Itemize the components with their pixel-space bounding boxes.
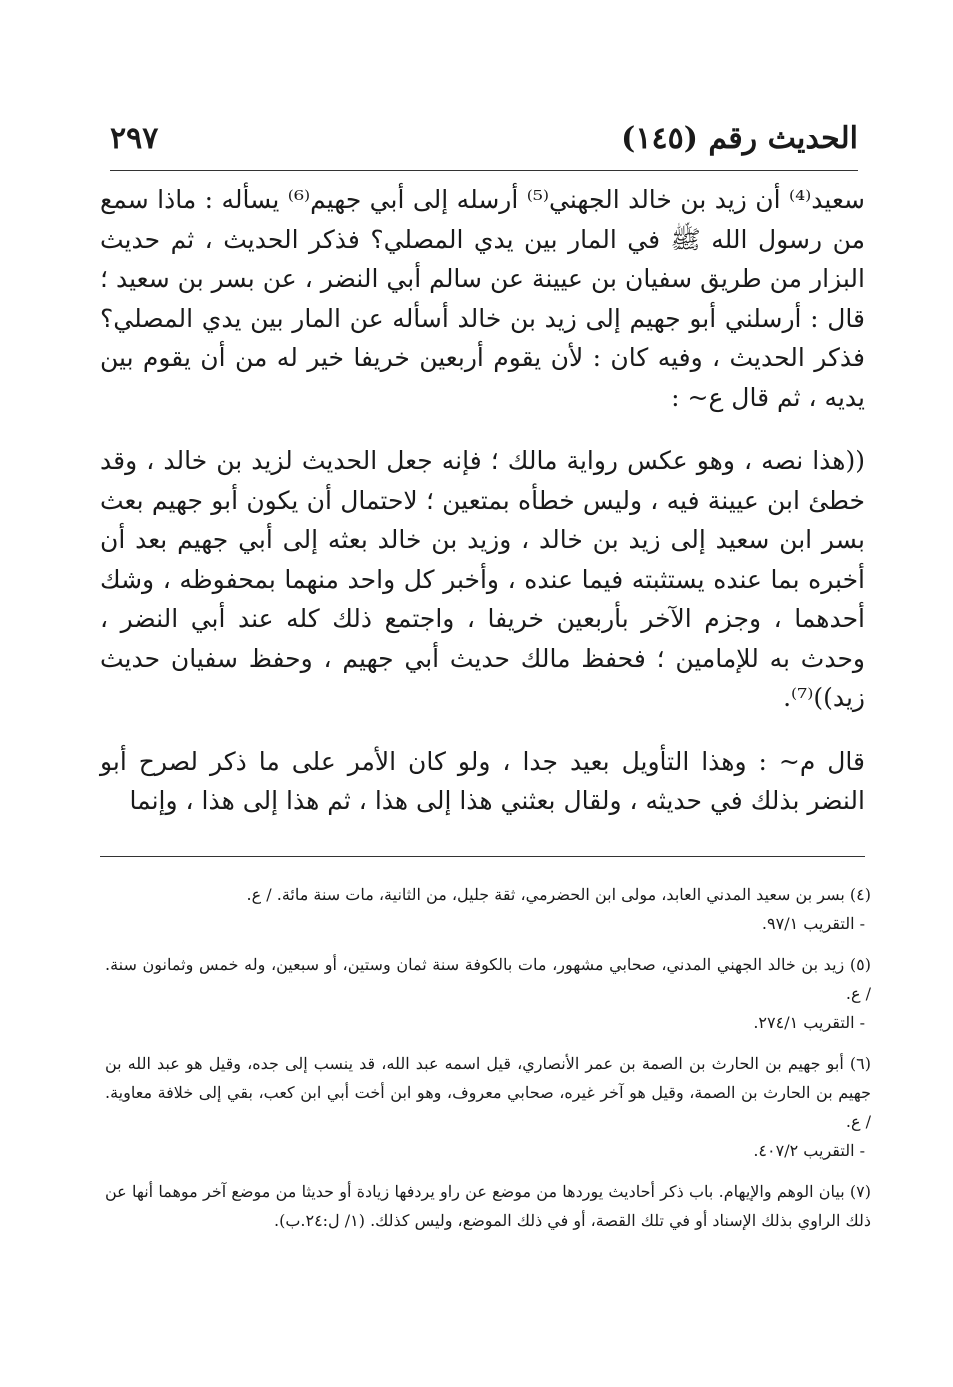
header-rule xyxy=(110,170,858,171)
footnote-reference: - التقريب ٢٧٤/١. xyxy=(753,1013,865,1032)
footnote-reference: - التقريب ٤٠٧/٢. xyxy=(753,1141,865,1160)
footnote xyxy=(105,880,871,938)
running-title: الحديث رقم (١٤٥) xyxy=(621,120,858,156)
footnote-text: (٦) أبو جهيم بن الحارث بن الصمة بن عمر الأنصاري، قيل اسمه عبد الله، قد ينسب إلى جده، وقيل هو عبد الله بن جهيم بن الحارث بن الصمة، وقيل هو آخر غيره، صحابي معروف، وهو ابن أخت أبي ابن كعب، بقي إلى خلافة معاوية. / ع. xyxy=(105,1054,871,1131)
footnote-text: (٤) بسر بن سعيد المدني العابد، مولى ابن الحضرمي، ثقة جليل، من الثانية، مات سنة مائة. / ع. xyxy=(246,885,871,904)
paragraph: سعيد⁽⁴⁾ أن زيد بن خالد الجهني⁽⁵⁾ أرسله إلى أبي جهيم⁽⁶⁾ يسأله : ماذا سمع من رسول الله ﷺ في المار بين يدي المصلي؟ فذكر الحديث ، ثم حديث البزار من طريق سفيان بن عيينة عن سالم أبي النضر ، عن بسر بن سعيد ؛ قال : أرسلني أبو جهيم إلى زيد بن خالد أسأله عن المار بين يدي المصلي؟ فذكر الحديث ، وفيه كان : لأن يقوم أربعين خريفا خير له من أن يقوم بين يديه ، ثم قال ع~ : xyxy=(100,185,865,412)
footnote xyxy=(105,1177,871,1235)
footnote-separator xyxy=(100,856,865,857)
page-number: ٢٩٧ xyxy=(110,120,159,156)
footnote-text: (٧) بيان الوهم والإيهام. باب ذكر أحاديث يوردها من موضع عن راو يردفها زيادة أو حديثا من موضع آخر موهما أنها عن ذلك الراوي بذلك الإسناد أو في تلك القصة، أو في ذلك الموضع، وليس كذلك. (١/ ل:٢٤.ب). xyxy=(105,1182,871,1230)
page-header xyxy=(110,110,858,166)
paragraph: ((هذا نصه ، وهو عكس رواية مالك ؛ فإنه جعل الحديث لزيد بن خالد ، وقد خطئ ابن عيينة فيه ، وليس خطأه بمتعين ؛ لاحتمال أن يكون أبو جهيم بعث بسر ابن سعيد إلى زيد بن خالد ، وزيد بن خالد بعثه إلى أبي جهيم بعد أن أخبره بما عنده يستثبته فيما عنده ، وأخبر كل واحد منهما بمحفوظه ، وشك أحدهما ، وجزم الآخر بأربعين خريفا ، واجتمع ذلك كله عند أبي النضر ، وحدث به للإمامين ؛ فحفظ مالك حديث أبي جهيم ، وحفظ سفيان حديث زيد))⁽⁷⁾. xyxy=(100,446,865,712)
paragraph: قال م~ : وهذا التأويل بعيد جدا ، ولو كان الأمر على ما ذكر لصرح أبو النضر بذلك في حديثه ، ولقال بعثني هذا إلى هذا ، ثم هذا إلى هذا ، وإنما xyxy=(100,746,865,815)
footnote-reference: - التقريب ٩٧/١. xyxy=(761,914,865,933)
footnote xyxy=(105,1049,871,1165)
main-text xyxy=(100,180,865,821)
footnotes xyxy=(105,880,871,1241)
footnote-text: (٥) زيد بن خالد الجهني المدني، صحابي مشهور، مات بالكوفة سنة ثمان وستين، أو سبعين، وله خمس وثمانون سنة. / ع. xyxy=(105,955,871,1003)
footnote xyxy=(105,950,871,1037)
